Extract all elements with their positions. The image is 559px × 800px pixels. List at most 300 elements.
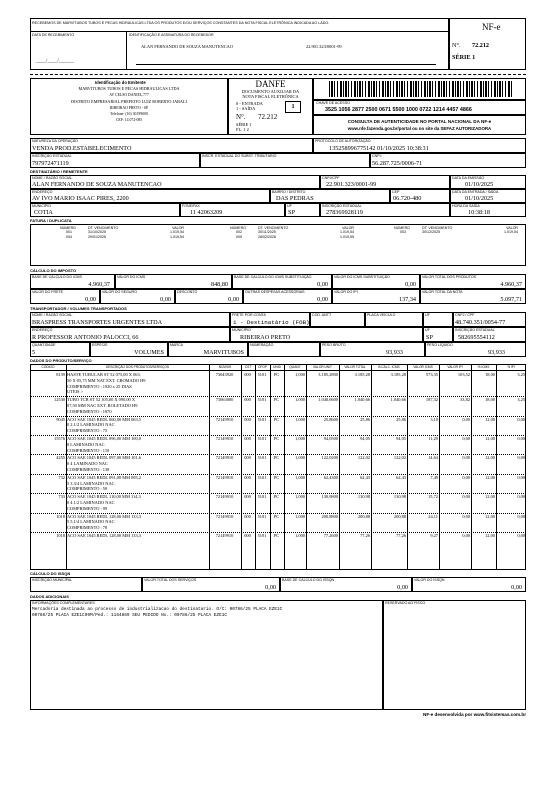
transport-addr: R PROFESSOR ANTONIO PALOCCI, 66 xyxy=(32,334,139,341)
protocol-value: 135258996775142 01/10/2025 10:38:31 xyxy=(329,145,429,152)
invoice-value-header: VALOR xyxy=(342,226,354,230)
invoice-number: 005 xyxy=(236,235,242,239)
issqn-base: 0,00 xyxy=(397,584,408,591)
footer-text: NF-e desenvolvida por www.fitsistemas.com.br xyxy=(423,712,526,717)
section-destinatario: DESTINATÁRIO / REMETENTE xyxy=(30,169,88,174)
product-cell-unit: 200,8800 xyxy=(321,513,338,519)
product-cell-total: 122,02 xyxy=(357,455,370,461)
product-cell-ipi: 0,00 xyxy=(462,533,470,538)
product-cell-cst: 000 xyxy=(244,455,251,461)
section-adicionais: DADOS ADICIONAIS xyxy=(30,594,69,599)
danfe-subtitle-1: DOCUMENTO AUXILIAR DA xyxy=(241,89,300,94)
product-cell-pipi: 0,00 xyxy=(517,494,525,500)
transport-uf2-label: UF xyxy=(425,328,430,332)
product-description-line: HASTE TUBULAR ST 52 075,00 X 063, xyxy=(67,372,141,377)
product-cell-qty: 1,000 xyxy=(295,436,305,441)
consult-box xyxy=(313,115,526,135)
dest-addr: AV IVO MARIO ISAAC PIRES, 2200 xyxy=(32,195,129,202)
products-column-divider xyxy=(496,364,497,570)
product-cell-icms: 14,64 xyxy=(428,455,438,461)
dest-hour: 10:38:18 xyxy=(468,209,491,216)
product-description-line: 0 4 LAMINADO NAC xyxy=(67,461,108,467)
fisco-box xyxy=(383,600,526,710)
product-cell-code: 15576 xyxy=(54,436,65,441)
product-cell-code: 9045 xyxy=(56,416,65,422)
product-cell-un: PC xyxy=(273,436,280,441)
product-cell-cfop: 5101 xyxy=(257,397,267,403)
dest-hour-label: HORA DA SAÍDA xyxy=(452,204,480,208)
fisco-label: RESERVADO AO FISCO xyxy=(385,601,426,605)
product-cell-unit: 77,2600 xyxy=(323,533,338,538)
dest-ie-label: INSCRIÇÃO ESTADUAL xyxy=(322,204,362,208)
product-cell-ncm: 72149910 xyxy=(215,513,234,519)
product-cell-cfop: 5101 xyxy=(257,436,267,441)
product-cell-picms: 12,00 xyxy=(485,455,495,461)
danfe-number: 72.212 xyxy=(258,113,278,121)
products-column-divider xyxy=(270,364,271,570)
issqn-val: 0,00 xyxy=(511,584,522,591)
transport-especie: VOLUMES xyxy=(134,349,164,356)
product-cell-ipi: 0,00 xyxy=(462,416,470,422)
product-cell-bc: 1.040,66 xyxy=(390,397,406,403)
dest-exit: 01/10/2025 xyxy=(465,195,494,202)
product-cell-ncm: 73043920 xyxy=(215,372,234,377)
products-column-divider xyxy=(209,364,210,570)
products-header-cell: DESCRIÇÃO DOS PRODUTOS/SERVIÇOS xyxy=(106,365,169,369)
issqn-serv: 0,00 xyxy=(265,584,276,591)
ie-value: 797972471119 xyxy=(32,160,69,167)
products-header-cell: B.CÁLC. ICMS xyxy=(378,365,400,369)
product-cell-ipi: 0,00 xyxy=(462,474,470,480)
transport-frete-label: FRETE POR CONTA xyxy=(232,313,266,317)
dest-emission-label: DATA DA EMISSÃO xyxy=(452,176,485,180)
tax-icms-st-label: VALOR DO ICMS SUBSTITUIÇÃO xyxy=(334,275,390,279)
emitter-id-label: Identificação do Emitente xyxy=(95,80,146,85)
product-description-line: COMPRIMENTO : 110 xyxy=(67,447,110,453)
product-cell-picms: 12,00 xyxy=(485,436,495,441)
products-column-divider xyxy=(255,364,256,570)
dest-city: COTIA xyxy=(34,209,53,216)
access-key[interactable]: 3525 1056 2877 2500 0671 5500 1000 0722 1214 4457 4866 xyxy=(325,107,472,113)
invoice-date: 30/12/2025 xyxy=(422,230,440,234)
dest-emission: 01/10/2025 xyxy=(465,181,494,188)
danfe-serie: SÉRIE 1 xyxy=(236,122,252,127)
receipt-nfe-number: 72.212 xyxy=(472,42,490,49)
product-cell-un: PC xyxy=(273,513,280,519)
tax-ipi-label: VALOR DO IPI xyxy=(334,290,358,294)
tax-base-st: 0,00 xyxy=(317,281,328,288)
invoice-number: 004 xyxy=(66,235,72,239)
product-description-line: 0 LAMINADO NAC xyxy=(67,441,105,447)
transport-peso-bruto: 93,933 xyxy=(385,349,403,356)
receipt-header: RECEBEMOS DE MARVITUBOS TUBOS E PECAS HIDRAULICAS LTDA OS PRODUTOS E/OU SERVIÇOS CONSTANTES DA NOTA FISCAL ELETRÔNICA INDICADA AO LADO. xyxy=(32,21,330,25)
emitter-name: MARVITUBOS TUBOS E PECAS HIDRAULICAS LTDA xyxy=(78,86,180,91)
product-description-line: ACO SAE 1045 REDL 110,00 MM 114,3 xyxy=(67,494,141,500)
transport-antt-label: COD. ANTT xyxy=(312,313,332,317)
product-cell-ipi: 0,00 xyxy=(462,436,470,441)
product-cell-code: 12530 xyxy=(54,397,65,403)
products-header-cell: QUANT xyxy=(289,365,301,369)
products-column-divider xyxy=(241,364,242,570)
tax-icms-st: 0,00 xyxy=(405,281,416,288)
transport-frete: 1 - Destinatário (FOB) xyxy=(233,319,310,326)
section-issqn: CÁLCULO DO ISSQN xyxy=(30,571,71,576)
dest-exit-label: DATA DA ENTRADA / SAÍDA xyxy=(452,190,499,194)
product-description-line: 5 5.1/4 LAMINADO NAC xyxy=(67,519,115,525)
product-cell-cst: 000 xyxy=(244,397,251,403)
transport-qty: 5 xyxy=(32,349,36,356)
dest-cnpj: 22.901.323/0001-99 xyxy=(326,181,377,188)
invoice-value: 1.019,54 xyxy=(170,230,184,234)
product-cell-icms: 24,11 xyxy=(428,513,438,519)
product-cell-pipi: 0,00 xyxy=(517,455,525,461)
emitter-address-3: RIBEIRAO PRETO - SP xyxy=(109,106,149,110)
receipt-box xyxy=(30,18,449,70)
product-cell-ncm: 72149910 xyxy=(215,474,234,480)
products-header-cell: CST xyxy=(244,365,252,369)
tax-frete: 0,00 xyxy=(85,296,96,303)
danfe-entrada: 0 - ENTRADA xyxy=(236,101,263,106)
product-description-line: 0 2.1/2 LAMINADO NAC xyxy=(67,422,115,428)
product-description-line: ACO SAE 1045 REDL 060,00 MM 063,5 xyxy=(67,416,141,422)
product-cell-pipi: 0,00 xyxy=(517,513,525,519)
product-description-line: COMPRIMENTO : 78 xyxy=(67,525,108,531)
danfe-saida: 1 - SAÍDA xyxy=(236,106,256,111)
product-cell-cst: 000 xyxy=(244,416,251,422)
tax-icms-label: VALOR DO ICMS xyxy=(117,275,146,279)
products-column-divider xyxy=(306,364,307,570)
section-fatura: FATURA / DUPLICATA xyxy=(30,218,72,223)
tax-base-icms-label: BASE DE CÁLCULO DO ICMS xyxy=(32,275,82,279)
tax-total-prod: 4.960,37 xyxy=(500,281,522,288)
product-cell-total: 130,98 xyxy=(357,494,370,500)
product-cell-unit: 94,0500 xyxy=(323,436,338,441)
transport-ie: 582695554112 xyxy=(458,334,495,341)
product-cell-qty: 1,000 xyxy=(295,455,305,461)
additional-info-line-2: 00786/25 PLACA EZE1C99M/Ped.: 1164869 SEU PEDIDO No.: 00786/25 PLACA EZE1C xyxy=(32,613,227,618)
product-description-line: ACO SAE 1045 REDL 096,00 MM 100,0 xyxy=(67,436,141,441)
transport-ie-label: INSCRIÇÃO ESTADUAL xyxy=(455,328,495,332)
dest-cep-label: CEP xyxy=(392,190,400,194)
section-produtos: DADOS DO PRODUTO/SERVIÇO xyxy=(30,358,92,363)
product-cell-code: 1018 xyxy=(56,513,65,519)
product-cell-code: 732 xyxy=(58,474,65,480)
product-cell-bc: 94,05 xyxy=(396,436,406,441)
product-cell-bc: 77,26 xyxy=(396,533,406,538)
product-cell-cfop: 5101 xyxy=(257,455,267,461)
product-description-line: ACO SAE 1045 REDL 128,00 MM 133,3 xyxy=(67,513,141,519)
receipt-date-blank[interactable]: ____/____/______ xyxy=(36,59,74,64)
product-cell-unit: 122,0200 xyxy=(321,455,338,461)
product-cell-cfop: 5101 xyxy=(257,494,267,500)
invoice-value: 1.019,55 xyxy=(340,235,354,239)
tax-base-icms: 4.960,37 xyxy=(88,281,110,288)
product-cell-icms: 187,32 xyxy=(425,397,438,403)
invoice-date: 28/02/2026 xyxy=(258,235,276,239)
product-cell-unit: 62,4300 xyxy=(323,474,338,480)
invoice-date: 30/11/2025 xyxy=(258,230,276,234)
invoice-number-header: NÚMERO xyxy=(394,226,410,230)
transport-addr-label: ENDEREÇO xyxy=(32,328,53,332)
transport-marca-label: MARCA xyxy=(170,343,183,347)
emitter-cep: CEP: 14.072-085 xyxy=(115,118,143,122)
tax-seguro: 0,00 xyxy=(160,296,171,303)
emitter-address-2: DISTRITO EMPRESARIAL PREFEITO LUIZ ROBERTO JABALI xyxy=(71,99,187,104)
invoice-date-header: DT. VENCIMENTO xyxy=(422,226,453,230)
product-cell-cst: 000 xyxy=(244,474,251,480)
product-description-line: COMPRIMENTO : 1920 x 25 DIAS xyxy=(67,383,132,389)
product-cell-un: PC xyxy=(273,416,280,422)
products-header-cell: NCM/SH xyxy=(218,365,232,369)
product-cell-picms: 12,00 xyxy=(485,416,495,422)
receipt-nfe-number-label: N°. xyxy=(452,42,461,49)
product-cell-icms: 3,10 xyxy=(430,416,438,422)
barcode xyxy=(329,81,512,97)
products-column-divider xyxy=(439,364,440,570)
ie-st-label: INSCR. ESTADUAL DO SUBST. TRIBUTÁRIO xyxy=(202,154,277,158)
product-description-line: 50 X 05,75 MM NAT EXT. CROMADO H9 xyxy=(67,377,146,383)
dest-district-label: BAIRRO / DISTRITO xyxy=(272,190,306,194)
product-cell-picms: 12,00 xyxy=(485,513,495,519)
product-description-line: ACO SAE 1045 REDL 091,00 MM 095,2 xyxy=(67,474,141,480)
product-cell-picms: 12,00 xyxy=(485,494,495,500)
product-cell-cfop: 5101 xyxy=(257,513,267,519)
divider xyxy=(30,31,449,32)
product-cell-un: PC xyxy=(273,494,280,500)
issqn-im-label: INSCRIÇÃO MUNICIPAL xyxy=(32,578,73,582)
transport-city: RIBEIRAO PRETO xyxy=(240,334,291,341)
product-cell-ncm: 72149910 xyxy=(215,533,234,538)
consult-line-1: CONSULTA DE AUTENTICIDADE NO PORTAL NACIONAL DA NF-e xyxy=(347,119,492,124)
product-description-line: TUBO TCB ST 52 105,00 X 090,00 X xyxy=(67,397,136,403)
invoice-number-header: NÚMERO xyxy=(60,226,76,230)
receipt-nfe-title: NF-e xyxy=(482,22,501,32)
transport-city-label: MUNICÍPIO xyxy=(232,328,251,332)
product-cell-cfop: 5101 xyxy=(257,533,267,538)
invoice-date-header: DT. VENCIMENTO xyxy=(258,226,289,230)
product-cell-cst: 000 xyxy=(244,494,251,500)
product-cell-unit: 3.185,2800 xyxy=(318,372,338,377)
dest-uf: SP xyxy=(288,209,295,216)
product-description-line: 5 3.3/4 LAMINADO NAC xyxy=(67,480,115,486)
invoice-date: 31/10/2025 xyxy=(88,230,106,234)
products-header-cell: % IPI xyxy=(507,365,515,369)
products-header-cell: CÓDIGO xyxy=(41,365,55,369)
danfe-title: DANFE xyxy=(255,79,286,89)
tax-frete-label: VALOR DO FRETE xyxy=(32,290,64,294)
products-header-cell: VALOR TOTAL xyxy=(344,365,366,369)
product-cell-cst: 000 xyxy=(244,436,251,441)
product-cell-ipi: 0,00 xyxy=(462,513,470,519)
tax-outras-label: OUTRAS DESPESAS ACESSÓRIAS xyxy=(245,290,305,294)
product-cell-picms: 18,00 xyxy=(485,372,495,377)
product-description-line: COMPRIMENTO : 1870 xyxy=(67,408,112,414)
receipt-recipient: ALAN FERNANDO DE SOUZA MANUTENCAO xyxy=(141,44,233,49)
product-description-line: COMPRIMENTO : 99 xyxy=(67,505,108,511)
dest-name: ALAN FERNANDO DE SOUZA MANUTENCAO xyxy=(32,181,162,188)
additional-info-label: INFORMAÇÕES COMPLEMENTARES xyxy=(32,601,95,605)
invoice-number: 001 xyxy=(66,230,72,234)
invoice-number: 003 xyxy=(400,230,406,234)
signature-line xyxy=(136,64,436,65)
danfe-subtitle-2: NOTA FISCAL ELETRÔNICA xyxy=(242,94,299,99)
product-cell-ncm: 72149910 xyxy=(215,455,234,461)
tax-icms: 848,80 xyxy=(210,281,228,288)
transport-cnpj-label: CNPJ / CPF xyxy=(455,313,475,317)
product-cell-ipi: 0,00 xyxy=(462,455,470,461)
transport-numeracao-label: NUMERAÇÃO xyxy=(250,343,274,347)
invoice-value: 1.019,54 xyxy=(340,230,354,234)
product-cell-icms: 15,72 xyxy=(428,494,438,500)
product-cell-pipi: 3,25 xyxy=(517,372,525,377)
product-cell-cst: 000 xyxy=(244,372,251,377)
product-description-line: COMPRIMENTO : 138 xyxy=(67,467,110,472)
section-transporte: TRANSPORTADOR / VOLUMES TRANSPORTADOS xyxy=(30,306,127,311)
nature-label: NATUREZA DA OPERAÇÃO xyxy=(32,139,79,143)
consult-line-2[interactable]: www.nfe.fazenda.gov.br/portal ou no site da SEFAZ AUTORIZADORA xyxy=(347,126,492,131)
nature-value: VENDA PROD.ESTABELECIMENTO xyxy=(32,145,132,152)
product-cell-cfop: 5101 xyxy=(257,372,267,377)
issqn-serv-label: VALOR TOTAL DOS SERVIÇOS xyxy=(144,578,197,582)
product-cell-un: PC xyxy=(273,474,280,480)
product-cell-bc: 62,43 xyxy=(396,474,406,480)
tax-seguro-label: VALOR DO SEGURO xyxy=(102,290,137,294)
product-cell-un: PC xyxy=(273,533,280,538)
dest-district: DAS PEDRAS xyxy=(276,195,314,202)
receipt-recipient-doc: 22.901.323/0001-99 xyxy=(306,44,342,49)
products-column-divider xyxy=(371,364,372,570)
product-cell-qty: 1,000 xyxy=(295,533,305,538)
section-imposto: CÁLCULO DO IMPOSTO xyxy=(30,268,77,273)
product-cell-icms: 9,27 xyxy=(430,533,438,538)
products-header-cell: % ICMS xyxy=(477,365,490,369)
product-cell-cst: 000 xyxy=(244,513,251,519)
tax-outras: 0,00 xyxy=(317,296,328,303)
products-header-cell: CFOP xyxy=(258,365,267,369)
transport-especie-label: ESPÉCIE xyxy=(92,343,108,347)
product-cell-ncm: 72149910 xyxy=(215,436,234,441)
product-cell-total: 25,86 xyxy=(360,416,370,422)
product-cell-cfop: 5101 xyxy=(257,416,267,422)
product-cell-qty: 1,000 xyxy=(295,474,305,480)
invoice-date: 29/01/2026 xyxy=(88,235,106,239)
receipt-series: SÉRIE 1 xyxy=(452,54,476,61)
tax-desconto: 0,00 xyxy=(228,296,239,303)
danfe-number-label: N°. xyxy=(236,113,246,121)
product-cell-picms: 12,00 xyxy=(485,474,495,480)
product-cell-ipi: 103,52 xyxy=(457,372,470,377)
ie-label: INSCRIÇÃO ESTADUAL xyxy=(32,154,72,158)
product-cell-cfop: 5101 xyxy=(257,474,267,480)
products-column-divider xyxy=(407,364,408,570)
issqn-base-label: BASE DE CÁLCULO DO ISSQN xyxy=(282,578,335,582)
transport-name: BRASPRESS TRANSPORTES URGENTES LTDA xyxy=(32,319,163,326)
products-header-cell: VALOR ICMS xyxy=(413,365,433,369)
transport-peso-bruto-label: PESO BRUTO xyxy=(322,343,346,347)
dest-city-label: MUNICÍPIO xyxy=(32,204,51,208)
invoice-date-header: DT. VENCIMENTO xyxy=(88,226,119,230)
dest-uf-label: UF xyxy=(287,204,292,208)
transport-qty-label: QUANTIDADE xyxy=(32,343,56,347)
product-cell-un: PC xyxy=(273,455,280,461)
products-header-cell: UNID xyxy=(273,365,281,369)
transport-name-label: NOME / RAZÃO SOCIAL xyxy=(32,313,73,317)
emitter-phone: Telefone: (16) 30199000 xyxy=(110,112,148,116)
transport-cnpj: 48.740.351/0054-77 xyxy=(455,319,506,326)
product-cell-qty: 1,000 xyxy=(295,494,305,500)
product-description-line: 07,50 MM NAC EXT. ROLETADO H9 xyxy=(67,403,138,408)
products-header-cell: VALOR IPI xyxy=(447,365,463,369)
products-header-cell: VALOR UNIT xyxy=(313,365,332,369)
product-cell-total: 77,26 xyxy=(360,533,370,538)
product-cell-picms: 12,00 xyxy=(485,533,495,538)
product-cell-qty: 1,000 xyxy=(295,372,305,377)
product-cell-unit: 1.040,6600 xyxy=(318,397,338,403)
product-cell-unit: 25,8600 xyxy=(323,416,338,422)
product-cell-ipi: 0,00 xyxy=(462,494,470,500)
product-cell-total: 3.185,28 xyxy=(354,372,370,377)
invoice-value-header: VALOR xyxy=(506,226,518,230)
tax-base-st-label: BASE DE CÁLCULO DO ICMS SUBSTITUIÇÃO xyxy=(234,275,312,279)
product-cell-code: 4255 xyxy=(56,455,65,461)
transport-uf2: SP xyxy=(426,334,433,341)
transport-marca: MARVITUBOS xyxy=(203,349,244,356)
issqn-val-label: VALOR DO ISSQN xyxy=(414,578,445,582)
product-cell-total: 1.040,66 xyxy=(354,397,370,403)
access-key-label: CHAVE DE ACESSO xyxy=(316,101,350,105)
dest-cep: 06.720-480 xyxy=(393,195,422,202)
additional-info-line-1: Mercadoria destinada ao processo de industrializacao do destinatario. O/C: 00786/25 PLACA EZE1C xyxy=(32,607,283,612)
product-cell-qty: 1,000 xyxy=(295,416,305,422)
protocol-label: PROTOCOLO DE AUTORIZAÇÃO xyxy=(315,139,371,143)
product-cell-total: 200,88 xyxy=(357,513,370,519)
product-cell-unit: 130,9800 xyxy=(321,494,338,500)
tax-ipi: 137,34 xyxy=(398,296,416,303)
product-cell-ncm: 73063000 xyxy=(215,397,234,403)
product-description-line: 0 4.1/2 LAMINADO NAC xyxy=(67,500,115,505)
products-header-divider xyxy=(30,370,526,371)
danfe-type-value: 1 xyxy=(291,103,295,110)
dest-phone-label: FONE/FAX xyxy=(182,204,200,208)
tax-total-nota: 5.097,71 xyxy=(500,296,522,303)
product-cell-pipi: 3,25 xyxy=(517,397,525,403)
product-cell-ncm: 72149910 xyxy=(215,494,234,500)
products-column-divider xyxy=(284,364,285,570)
product-cell-icms: 7,49 xyxy=(430,474,438,480)
product-cell-bc: 25,86 xyxy=(396,416,406,422)
product-cell-cst: 000 xyxy=(244,533,251,538)
product-cell-un: PC xyxy=(273,372,280,377)
product-cell-code: 8139 xyxy=(56,372,65,377)
invoice-value-header: VALOR xyxy=(172,226,184,230)
product-cell-pipi: 0,00 xyxy=(517,474,525,480)
dest-cnpj-label: CNPJ/CPF xyxy=(322,176,340,180)
danfe-folha: FL. 1 2 xyxy=(236,127,249,132)
product-cell-bc: 3.185,28 xyxy=(390,372,406,377)
product-description-line: COMPRIMENTO : 50 xyxy=(67,486,108,492)
product-cell-icms: 573,35 xyxy=(425,372,438,377)
transport-peso-liquido-label: PESO LÍQUIDO xyxy=(427,343,453,347)
product-cell-ncm: 72149910 xyxy=(215,416,234,422)
product-cell-total: 94,05 xyxy=(360,436,370,441)
transport-placa-label: PLACA VEÍCULO xyxy=(367,313,396,317)
product-cell-pipi: 0,00 xyxy=(517,436,525,441)
product-cell-total: 62,43 xyxy=(360,474,370,480)
emitter-address-1: AV CELSO DANIEL,777 xyxy=(109,93,149,97)
product-description-line: COMPRIMENTO : 75 xyxy=(67,428,108,434)
dest-name-label: NOME / RAZÃO SOCIAL xyxy=(32,176,73,180)
product-cell-ipi: 33,82 xyxy=(460,397,470,403)
